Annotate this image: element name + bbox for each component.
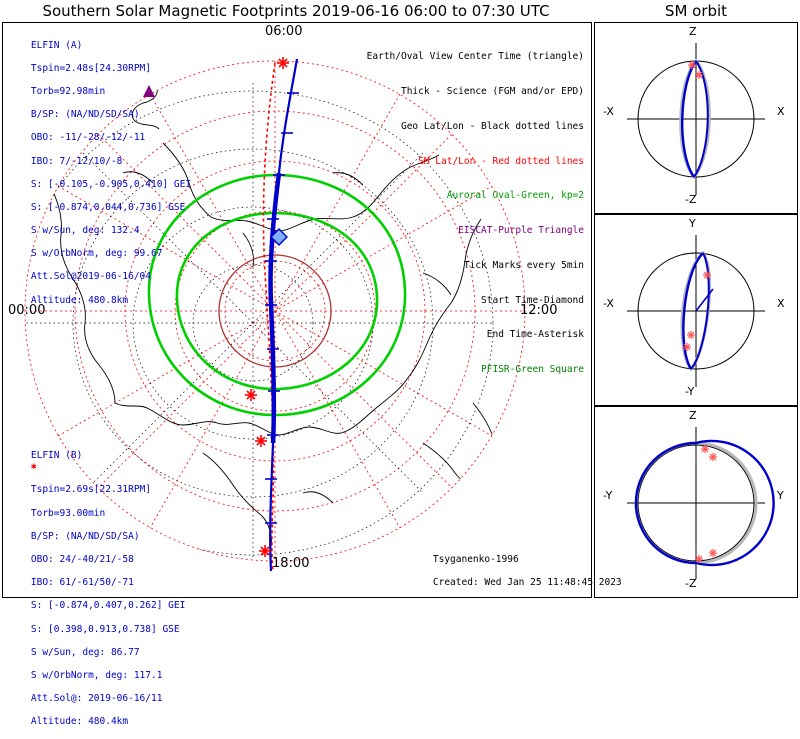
mlt-label-1200: 12:00: [520, 303, 558, 318]
footer-credits: [410, 542, 622, 600]
created-timestamp: Created: Wed Jan 25 11:48:45 2023: [432, 576, 622, 588]
model-name: Tsyganenko-1996: [432, 553, 519, 565]
elfin-a-line-9: Att.Sol@2019-06-16/04: [30, 271, 151, 283]
elfin-a-line-10: Altitude: 480.8km: [30, 294, 129, 306]
elfin-b-marker-icon: ✱: [30, 461, 37, 473]
legend-line-4: Auroral Oval-Green, kp=2: [446, 190, 584, 202]
elfin-b-line-7: S w/Sun, deg: 86.77: [30, 646, 140, 658]
legend-line-1: Thick - Science (FGM and/or EPD): [400, 85, 584, 97]
elfin-a-line-0: Tspin=2.48s[24.30RPM]: [30, 62, 151, 74]
orbit-plot-xy: [595, 215, 797, 405]
orbit-asterisks-yz: [695, 445, 717, 563]
elfin-a-line-8: S w/OrbNorm, deg: 99.67: [30, 248, 163, 260]
elfin-b-info: [8, 438, 185, 739]
elfin-a-line-6: S: [-0.874,0.044,0.736] GSE: [30, 201, 186, 213]
elfin-a-line-7: S w/Sun, deg: 132.4: [30, 225, 140, 237]
elfin-b-name: ELFIN (B): [30, 449, 83, 461]
legend-line-3: SM Lat/Lon - Red dotted lines: [418, 155, 584, 167]
axis-label-xz-bottom: -Z: [685, 193, 697, 206]
elfin-b-line-3: OBO: 24/-40/21/-58: [30, 553, 134, 565]
mlt-label-0600: 06:00: [265, 24, 303, 39]
axis-label-xy-top: Y: [689, 217, 696, 230]
legend-line-8: End Time-Asterisk: [486, 329, 584, 341]
legend-line-7: Start Time-Diamond: [481, 294, 584, 306]
axis-label-yz-top: Z: [689, 409, 697, 422]
axis-label-xz-top: Z: [689, 25, 697, 38]
orbit-plot-yz: [595, 407, 797, 597]
legend-line-6: Tick Marks every 5min: [463, 259, 584, 271]
legend-line-5: EISCAT-Purple Triangle: [458, 225, 584, 237]
axis-label-xz-left: -X: [603, 105, 614, 118]
axis-label-yz-bottom: -Z: [685, 577, 697, 590]
elfin-b-line-4: IBO: 61/-61/50/-71: [30, 577, 134, 589]
mlt-label-0000: 00:00: [8, 303, 46, 318]
page-title: Southern Solar Magnetic Footprints 2019-06-16 06:00 to 07:30 UTC: [42, 2, 550, 20]
orbit-panel-title: SM orbit: [664, 2, 728, 20]
elfin-b-line-6: S: [0.398,0.913,0.738] GSE: [30, 623, 180, 635]
elfin-a-line-2: B/SP: (NA/ND/SD/SA): [30, 109, 140, 121]
orbit-panel-yz: [594, 406, 798, 598]
elfin-b-line-9: Att.Sol@: 2019-06-16/11: [30, 693, 163, 705]
plot-legend: [232, 28, 584, 399]
elfin-a-line-3: OBO: -11/-28/-12/-11: [30, 132, 146, 144]
axis-label-yz-right: Y: [777, 489, 784, 502]
elfin-a-line-4: IBO: 7/-12/10/-8: [30, 155, 123, 167]
axis-label-yz-left: -Y: [603, 489, 613, 502]
elfin-b-line-0: Tspin=2.69s[22.31RPM]: [30, 484, 151, 496]
axis-label-xz-right: X: [777, 105, 785, 118]
elfin-a-line-5: S: [-0.105,-0.905,0.410] GEI: [30, 178, 192, 190]
legend-line-9: PFISR-Green Square: [481, 364, 584, 376]
orbit-plot-xz: [595, 23, 797, 213]
orbit-panel-xz: [594, 22, 798, 214]
elfin-b-line-10: Altitude: 480.4km: [30, 716, 129, 728]
mlt-label-1800: 18:00: [272, 556, 310, 571]
axis-label-xy-bottom: -Y: [685, 385, 695, 398]
legend-line-0: Earth/Oval View Center Time (triangle): [366, 51, 584, 63]
elfin-a-name: ELFIN (A): [30, 39, 83, 51]
axis-label-xy-left: -X: [603, 297, 614, 310]
elfin-b-line-5: S: [-0.874,0.407,0.262] GEI: [30, 600, 186, 612]
elfin-b-line-2: B/SP: (NA/ND/SD/SA): [30, 530, 140, 542]
elfin-a-info: [8, 28, 191, 318]
elfin-b-line-1: Torb=93.00min: [30, 507, 106, 519]
orbit-panel-xy: [594, 214, 798, 406]
elfin-b-line-8: S w/OrbNorm, deg: 117.1: [30, 669, 163, 681]
legend-line-2: Geo Lat/Lon - Black dotted lines: [400, 120, 584, 132]
axis-label-xy-right: X: [777, 297, 785, 310]
elfin-a-line-1: Torb=92.98min: [30, 85, 106, 97]
